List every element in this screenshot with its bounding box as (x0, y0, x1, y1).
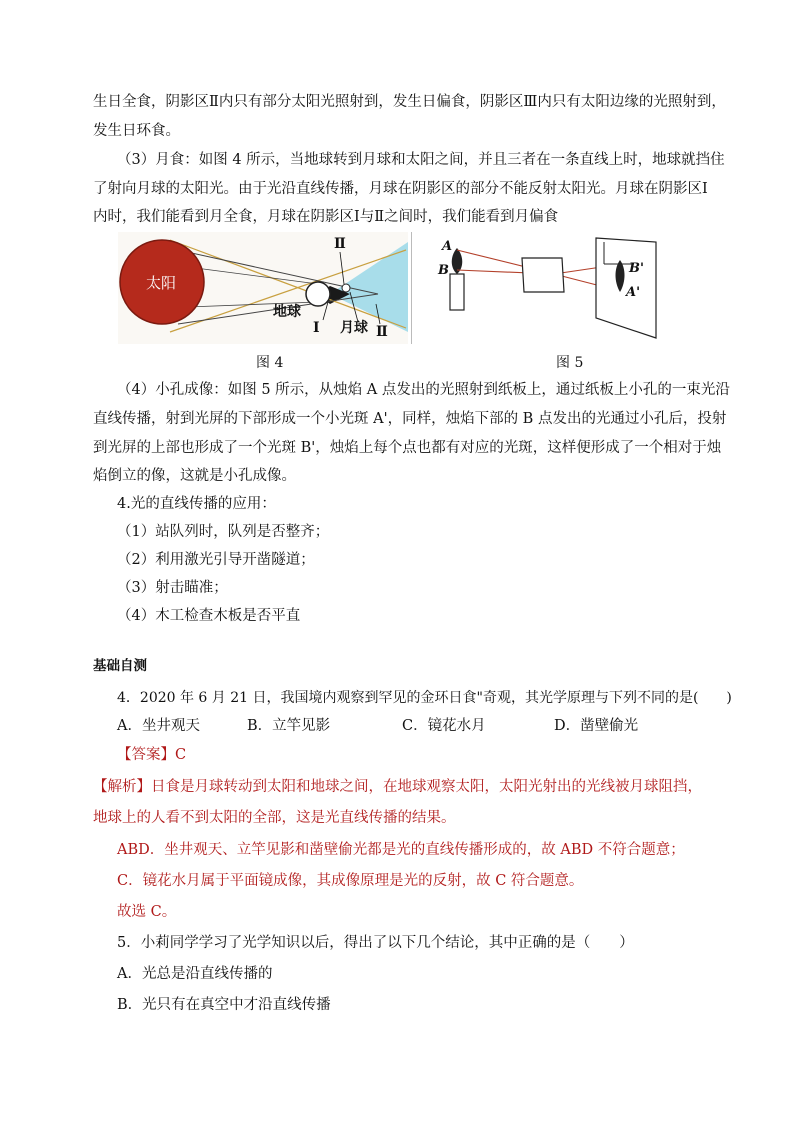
pinhole-line-1: （4）小孔成像：如图 5 所示，从烛焰 A 点发出的光照射到纸板上，通过纸板上小孔的一束光沿 (117, 382, 730, 398)
moon-label: 月球 (340, 320, 368, 336)
earth-disc (306, 282, 330, 306)
figure-4-lunar-eclipse (118, 232, 408, 344)
pinhole-line-4: 焰倒立的像，这就是小孔成像。 (93, 468, 296, 484)
q4-option-b[interactable]: B．立竿见影 (247, 718, 331, 734)
eclipse-line-2: 发生日环食。 (93, 123, 180, 139)
q4-analysis-4: C．镜花水月属于平面镜成像，其成像原理是光的反射，故 C 符合题意。 (117, 873, 584, 889)
label-a-prime: A' (626, 285, 641, 300)
q4-analysis-5: 故选 C。 (117, 904, 177, 920)
lunar-line-1: （3）月食：如图 4 所示，当地球转到月球和太阳之间，并且三者在一条直线上时，地球就挡住 (117, 152, 725, 168)
application-item-4: （4）木工检查木板是否平直 (117, 608, 301, 624)
application-item-1: （1）站队列时，队列是否整齐； (117, 524, 330, 540)
q4-options (117, 716, 677, 736)
application-item-3: （3）射击瞄准； (117, 580, 228, 596)
zone-2-top-label: Ⅱ (334, 236, 346, 252)
q4-option-c[interactable]: C．镜花水月 (402, 718, 486, 734)
eclipse-line-1: 生日全食，阴影区Ⅱ内只有部分太阳光照射到，发生日偏食，阴影区Ⅲ内只有太阳边缘的光照射到， (93, 94, 726, 110)
lunar-line-3: 内时，我们能看到月全食，月球在阴影区Ⅰ与Ⅱ之间时，我们能看到月偏食 (93, 209, 559, 225)
label-a: A (442, 239, 453, 254)
q4-analysis-2: 地球上的人看不到太阳的全部，这是光直线传播的结果。 (93, 810, 456, 826)
moon-disc (342, 284, 350, 292)
pinhole-line-3: 到光屏的上部也形成了一个光斑 B'，烛焰上每个点也都有对应的光斑，这样便形成了一个相对于烛 (93, 440, 722, 456)
q5-option-a[interactable]: A．光总是沿直线传播的 (117, 966, 273, 982)
figure-5-pinhole (424, 234, 664, 344)
q5-option-b[interactable]: B．光只有在真空中才沿直线传播 (117, 997, 331, 1013)
zone-1-label: Ⅰ (313, 320, 320, 336)
figure-4-caption: 图 4 (256, 355, 284, 371)
label-b: B (438, 263, 449, 278)
pinhole-line-2: 直线传播，射到光屏的下部形成一个小光斑 A'，同样，烛焰下部的 B 点发出的光通过小孔后，投射 (93, 411, 727, 427)
q4-option-a[interactable]: A．坐井观天 (117, 718, 200, 734)
q4-analysis-3: ABD．坐井观天、立竿见影和凿壁偷光都是光的直线传播形成的，故 ABD 不符合题意； (117, 842, 685, 858)
q4-answer: 【答案】C (117, 747, 187, 763)
earth-label: 地球 (273, 304, 301, 320)
lunar-line-2: 了射向月球的太阳光。由于光沿直线传播，月球在阴影区的部分不能反射太阳光。月球在阴影区Ⅰ (93, 181, 708, 197)
zone-2-bottom-label: Ⅱ (376, 324, 388, 340)
q5-stem: 5．小莉同学学习了光学知识以后，得出了以下几个结论，其中正确的是（ ） (117, 935, 634, 951)
sun-label: 太阳 (146, 274, 177, 292)
applications-title: 4.光的直线传播的应用： (117, 496, 276, 512)
q4-option-d[interactable]: D．凿壁偷光 (554, 718, 639, 734)
section-title: 基础自测 (93, 658, 147, 674)
cardboard-with-hole (522, 258, 564, 292)
application-item-2: （2）利用激光引导开凿隧道； (117, 552, 315, 568)
figure-divider (411, 232, 412, 344)
q4-stem: 4．2020 年 6 月 21 日，我国境内观察到罕见的金环日食"奇观，其光学原理与下列不同的是( ) (117, 690, 732, 706)
candle-body (450, 274, 464, 310)
q4-analysis-1: 【解析】日食是月球转动到太阳和地球之间，在地球观察太阳，太阳光射出的光线被月球阻挡， (93, 779, 702, 795)
label-b-prime: B' (629, 261, 644, 276)
figure-5-caption: 图 5 (556, 355, 584, 371)
